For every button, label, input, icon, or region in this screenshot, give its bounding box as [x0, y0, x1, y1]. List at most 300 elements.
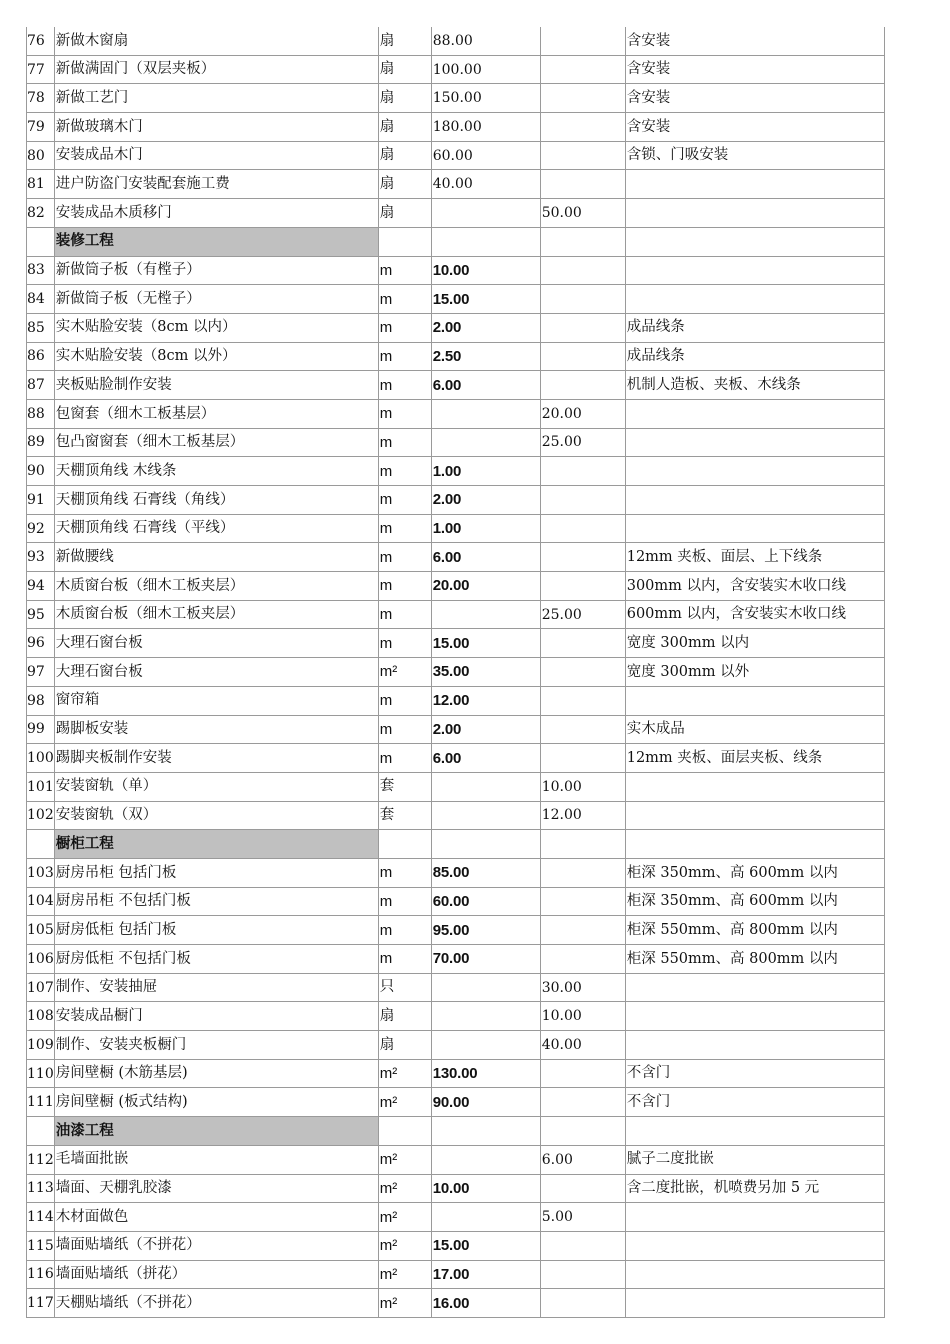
- item-number: 90: [27, 457, 55, 486]
- item-unit: m: [378, 256, 431, 285]
- item-number: 112: [27, 1145, 55, 1174]
- table-row: [27, 285, 885, 314]
- item-note: 柜深 550mm、高 800mm 以内: [625, 916, 884, 945]
- item-name: 实木贴脸安装（8cm 以外）: [54, 342, 378, 371]
- item-number: 83: [27, 256, 55, 285]
- item-unit: m: [378, 313, 431, 342]
- item-unit: 扇: [378, 141, 431, 170]
- item-number: 101: [27, 772, 55, 801]
- item-note: [625, 686, 884, 715]
- item-price-1: 15.00: [431, 285, 540, 314]
- item-price-1: 2.00: [431, 486, 540, 515]
- item-unit: m: [378, 486, 431, 515]
- item-name: 木材面做色: [54, 1203, 378, 1232]
- item-name: 新做腰线: [54, 543, 378, 572]
- item-note: 柜深 350mm、高 600mm 以内: [625, 858, 884, 887]
- cell-price2: [540, 1117, 625, 1146]
- item-name: 新做木窗扇: [54, 27, 378, 55]
- cell-unit: [378, 227, 431, 256]
- item-name: 进户防盗门安装配套施工费: [54, 170, 378, 199]
- item-note: [625, 428, 884, 457]
- item-unit: m²: [378, 658, 431, 687]
- item-number: 81: [27, 170, 55, 199]
- item-number: 94: [27, 572, 55, 601]
- item-number: 107: [27, 973, 55, 1002]
- table-row: [27, 514, 885, 543]
- item-price-2: [540, 27, 625, 55]
- item-number: 97: [27, 658, 55, 687]
- item-price-1: 85.00: [431, 858, 540, 887]
- item-price-1: 70.00: [431, 945, 540, 974]
- item-name: 新做筒子板（无樘子）: [54, 285, 378, 314]
- table-row: [27, 1059, 885, 1088]
- item-price-1: 10.00: [431, 1174, 540, 1203]
- item-name: 制作、安装夹板橱门: [54, 1031, 378, 1060]
- table-row: [27, 1289, 885, 1318]
- item-name: 新做满固门（双层夹板）: [54, 55, 378, 84]
- table-row: [27, 371, 885, 400]
- item-number: 80: [27, 141, 55, 170]
- section-row: [27, 1117, 885, 1146]
- item-number: 106: [27, 945, 55, 974]
- item-number: 102: [27, 801, 55, 830]
- item-unit: m: [378, 600, 431, 629]
- item-price-2: [540, 686, 625, 715]
- item-note: [625, 399, 884, 428]
- table-row: [27, 629, 885, 658]
- item-note: 含安装: [625, 113, 884, 142]
- item-unit: m: [378, 629, 431, 658]
- table-row: [27, 887, 885, 916]
- item-unit: m: [378, 916, 431, 945]
- item-price-2: [540, 256, 625, 285]
- item-price-1: 15.00: [431, 1231, 540, 1260]
- item-price-2: [540, 572, 625, 601]
- item-unit: 套: [378, 801, 431, 830]
- item-unit: m²: [378, 1059, 431, 1088]
- item-note: [625, 199, 884, 228]
- item-price-1: 35.00: [431, 658, 540, 687]
- item-name: 安装成品木门: [54, 141, 378, 170]
- item-name: 新做筒子板（有樘子）: [54, 256, 378, 285]
- item-price-2: [540, 113, 625, 142]
- item-price-1: 17.00: [431, 1260, 540, 1289]
- item-note: 柜深 350mm、高 600mm 以内: [625, 887, 884, 916]
- item-unit: m: [378, 514, 431, 543]
- item-number: 78: [27, 84, 55, 113]
- section-title: 油漆工程: [54, 1117, 378, 1146]
- table-row: [27, 858, 885, 887]
- item-price-1: [431, 399, 540, 428]
- item-price-2: 40.00: [540, 1031, 625, 1060]
- item-unit: m: [378, 715, 431, 744]
- item-note: 300mm 以内，含安装实木收口线: [625, 572, 884, 601]
- item-price-2: [540, 141, 625, 170]
- item-number: 91: [27, 486, 55, 515]
- item-price-2: 30.00: [540, 973, 625, 1002]
- table-row: [27, 772, 885, 801]
- item-price-2: [540, 945, 625, 974]
- item-name: 厨房吊柜 不包括门板: [54, 887, 378, 916]
- table-row: [27, 686, 885, 715]
- item-number: 113: [27, 1174, 55, 1203]
- item-price-2: [540, 457, 625, 486]
- item-number: 96: [27, 629, 55, 658]
- cell-note: [625, 1117, 884, 1146]
- table-row: [27, 572, 885, 601]
- item-note: [625, 1002, 884, 1031]
- section-title: 装修工程: [54, 227, 378, 256]
- item-unit: m: [378, 285, 431, 314]
- item-price-2: [540, 858, 625, 887]
- cell-price1: [431, 227, 540, 256]
- cell-no: [27, 830, 55, 859]
- item-unit: m²: [378, 1260, 431, 1289]
- item-number: 87: [27, 371, 55, 400]
- item-unit: m: [378, 686, 431, 715]
- item-note: 不含门: [625, 1088, 884, 1117]
- item-number: 89: [27, 428, 55, 457]
- item-price-2: [540, 514, 625, 543]
- item-unit: m²: [378, 1289, 431, 1318]
- cell-price2: [540, 227, 625, 256]
- cell-price1: [431, 830, 540, 859]
- table-row: [27, 457, 885, 486]
- item-number: 77: [27, 55, 55, 84]
- item-number: 114: [27, 1203, 55, 1232]
- item-price-1: 2.00: [431, 313, 540, 342]
- item-note: [625, 457, 884, 486]
- item-number: 115: [27, 1231, 55, 1260]
- item-unit: m²: [378, 1145, 431, 1174]
- item-number: 117: [27, 1289, 55, 1318]
- item-note: [625, 1231, 884, 1260]
- item-price-2: [540, 543, 625, 572]
- item-price-1: 15.00: [431, 629, 540, 658]
- item-name: 墙面贴墙纸（不拼花）: [54, 1231, 378, 1260]
- cell-no: [27, 227, 55, 256]
- item-number: 116: [27, 1260, 55, 1289]
- item-note: [625, 1289, 884, 1318]
- table-row: [27, 658, 885, 687]
- item-unit: m: [378, 887, 431, 916]
- item-name: 房间壁橱 (木筋基层): [54, 1059, 378, 1088]
- item-unit: m: [378, 858, 431, 887]
- item-number: 88: [27, 399, 55, 428]
- item-price-2: [540, 887, 625, 916]
- item-note: 宽度 300mm 以内: [625, 629, 884, 658]
- item-name: 木质窗台板（细木工板夹层）: [54, 572, 378, 601]
- price-table-body: [27, 27, 885, 1317]
- item-price-2: [540, 715, 625, 744]
- item-price-1: 16.00: [431, 1289, 540, 1318]
- item-number: 104: [27, 887, 55, 916]
- item-name: 大理石窗台板: [54, 629, 378, 658]
- item-price-2: 10.00: [540, 1002, 625, 1031]
- item-price-1: 180.00: [431, 113, 540, 142]
- table-row: [27, 945, 885, 974]
- item-price-2: 6.00: [540, 1145, 625, 1174]
- table-row: [27, 1002, 885, 1031]
- item-note: 含锁、门吸安装: [625, 141, 884, 170]
- item-number: 103: [27, 858, 55, 887]
- item-note: 含安装: [625, 55, 884, 84]
- item-price-1: 88.00: [431, 27, 540, 55]
- item-unit: 套: [378, 772, 431, 801]
- item-price-2: 12.00: [540, 801, 625, 830]
- item-unit: 扇: [378, 55, 431, 84]
- item-price-2: [540, 371, 625, 400]
- item-name: 实木贴脸安装（8cm 以内）: [54, 313, 378, 342]
- item-price-1: 10.00: [431, 256, 540, 285]
- item-price-2: [540, 1059, 625, 1088]
- item-note: [625, 170, 884, 199]
- item-unit: 扇: [378, 113, 431, 142]
- item-note: [625, 1203, 884, 1232]
- item-unit: m: [378, 342, 431, 371]
- item-note: 600mm 以内，含安装实木收口线: [625, 600, 884, 629]
- item-price-2: 25.00: [540, 428, 625, 457]
- table-row: [27, 1260, 885, 1289]
- item-name: 墙面贴墙纸（拼花）: [54, 1260, 378, 1289]
- item-price-1: 2.00: [431, 715, 540, 744]
- table-row: [27, 715, 885, 744]
- table-row: [27, 399, 885, 428]
- item-name: 天棚贴墙纸（不拼花）: [54, 1289, 378, 1318]
- item-note: 含二度批嵌，机喷费另加 5 元: [625, 1174, 884, 1203]
- cell-price1: [431, 1117, 540, 1146]
- item-unit: 扇: [378, 199, 431, 228]
- item-name: 毛墙面批嵌: [54, 1145, 378, 1174]
- item-name: 天棚顶角线 石膏线（角线）: [54, 486, 378, 515]
- item-unit: m: [378, 399, 431, 428]
- price-table: [26, 27, 885, 1318]
- item-note: [625, 973, 884, 1002]
- item-price-2: [540, 1260, 625, 1289]
- item-price-1: [431, 199, 540, 228]
- section-row: [27, 830, 885, 859]
- item-unit: 扇: [378, 170, 431, 199]
- item-price-2: [540, 629, 625, 658]
- item-price-2: [540, 1289, 625, 1318]
- item-price-1: 130.00: [431, 1059, 540, 1088]
- item-price-1: [431, 1203, 540, 1232]
- item-name: 踢脚夹板制作安装: [54, 744, 378, 773]
- item-price-2: [540, 744, 625, 773]
- table-row: [27, 428, 885, 457]
- table-row: [27, 543, 885, 572]
- item-name: 包窗套（细木工板基层）: [54, 399, 378, 428]
- item-price-1: [431, 1002, 540, 1031]
- item-price-1: [431, 600, 540, 629]
- item-price-1: 20.00: [431, 572, 540, 601]
- item-note: 腻子二度批嵌: [625, 1145, 884, 1174]
- cell-note: [625, 227, 884, 256]
- item-price-2: [540, 1088, 625, 1117]
- section-row: [27, 227, 885, 256]
- item-price-1: 40.00: [431, 170, 540, 199]
- item-price-1: 1.00: [431, 514, 540, 543]
- item-name: 新做玻璃木门: [54, 113, 378, 142]
- item-unit: m²: [378, 1174, 431, 1203]
- item-note: [625, 514, 884, 543]
- item-number: 95: [27, 600, 55, 629]
- item-name: 安装成品橱门: [54, 1002, 378, 1031]
- item-price-2: 5.00: [540, 1203, 625, 1232]
- item-name: 夹板贴脸制作安装: [54, 371, 378, 400]
- item-name: 天棚顶角线 石膏线（平线）: [54, 514, 378, 543]
- item-number: 111: [27, 1088, 55, 1117]
- item-unit: m: [378, 457, 431, 486]
- item-price-1: 1.00: [431, 457, 540, 486]
- item-price-1: [431, 428, 540, 457]
- item-number: 105: [27, 916, 55, 945]
- item-number: 84: [27, 285, 55, 314]
- table-row: [27, 744, 885, 773]
- table-row: [27, 1088, 885, 1117]
- item-price-1: 90.00: [431, 1088, 540, 1117]
- item-name: 厨房吊柜 包括门板: [54, 858, 378, 887]
- cell-price2: [540, 830, 625, 859]
- item-name: 厨房低柜 包括门板: [54, 916, 378, 945]
- item-unit: 扇: [378, 1002, 431, 1031]
- table-row: [27, 1174, 885, 1203]
- item-note: 12mm 夹板、面层夹板、线条: [625, 744, 884, 773]
- item-price-1: 12.00: [431, 686, 540, 715]
- item-price-1: 2.50: [431, 342, 540, 371]
- item-unit: 扇: [378, 84, 431, 113]
- item-unit: m: [378, 371, 431, 400]
- item-number: 92: [27, 514, 55, 543]
- item-number: 79: [27, 113, 55, 142]
- table-row: [27, 141, 885, 170]
- item-price-2: [540, 916, 625, 945]
- item-price-1: 100.00: [431, 55, 540, 84]
- item-price-1: [431, 772, 540, 801]
- table-row: [27, 256, 885, 285]
- item-note: [625, 772, 884, 801]
- item-note: 实木成品: [625, 715, 884, 744]
- item-price-1: [431, 973, 540, 1002]
- item-price-1: [431, 1031, 540, 1060]
- item-unit: m: [378, 744, 431, 773]
- item-number: 93: [27, 543, 55, 572]
- table-row: [27, 170, 885, 199]
- item-price-2: [540, 1231, 625, 1260]
- table-row: [27, 55, 885, 84]
- item-price-2: [540, 84, 625, 113]
- item-name: 木质窗台板（细木工板夹层）: [54, 600, 378, 629]
- item-number: 99: [27, 715, 55, 744]
- table-row: [27, 1203, 885, 1232]
- item-name: 安装窗轨（双）: [54, 801, 378, 830]
- item-price-2: [540, 285, 625, 314]
- item-unit: m: [378, 543, 431, 572]
- item-name: 踢脚板安装: [54, 715, 378, 744]
- item-number: 85: [27, 313, 55, 342]
- item-note: [625, 256, 884, 285]
- item-note: [625, 486, 884, 515]
- item-price-2: 50.00: [540, 199, 625, 228]
- table-row: [27, 486, 885, 515]
- table-row: [27, 600, 885, 629]
- item-number: 76: [27, 27, 55, 55]
- item-price-1: [431, 801, 540, 830]
- item-price-2: [540, 342, 625, 371]
- table-row: [27, 1145, 885, 1174]
- item-price-2: 10.00: [540, 772, 625, 801]
- item-name: 安装窗轨（单）: [54, 772, 378, 801]
- item-unit: m: [378, 945, 431, 974]
- item-price-2: [540, 1174, 625, 1203]
- item-number: 98: [27, 686, 55, 715]
- item-name: 安装成品木质移门: [54, 199, 378, 228]
- table-row: [27, 84, 885, 113]
- item-unit: m²: [378, 1088, 431, 1117]
- item-unit: m: [378, 428, 431, 457]
- table-row: [27, 27, 885, 55]
- item-unit: m: [378, 572, 431, 601]
- item-name: 厨房低柜 不包括门板: [54, 945, 378, 974]
- cell-unit: [378, 1117, 431, 1146]
- item-price-2: [540, 658, 625, 687]
- item-price-2: [540, 313, 625, 342]
- table-row: [27, 113, 885, 142]
- item-name: 墙面、天棚乳胶漆: [54, 1174, 378, 1203]
- item-price-1: 60.00: [431, 887, 540, 916]
- item-price-2: [540, 55, 625, 84]
- item-price-2: [540, 170, 625, 199]
- item-name: 窗帘箱: [54, 686, 378, 715]
- table-row: [27, 801, 885, 830]
- item-number: 82: [27, 199, 55, 228]
- item-unit: m²: [378, 1231, 431, 1260]
- item-unit: 扇: [378, 27, 431, 55]
- item-price-1: 6.00: [431, 543, 540, 572]
- item-number: 86: [27, 342, 55, 371]
- table-row: [27, 973, 885, 1002]
- item-name: 大理石窗台板: [54, 658, 378, 687]
- item-name: 制作、安装抽屉: [54, 973, 378, 1002]
- item-price-2: 20.00: [540, 399, 625, 428]
- item-note: 机制人造板、夹板、木线条: [625, 371, 884, 400]
- item-name: 包凸窗窗套（细木工板基层）: [54, 428, 378, 457]
- table-row: [27, 313, 885, 342]
- item-name: 房间壁橱 (板式结构): [54, 1088, 378, 1117]
- item-unit: 扇: [378, 1031, 431, 1060]
- cell-no: [27, 1117, 55, 1146]
- table-row: [27, 342, 885, 371]
- item-note: 含安装: [625, 84, 884, 113]
- table-row: [27, 1231, 885, 1260]
- item-note: [625, 1260, 884, 1289]
- item-price-1: [431, 1145, 540, 1174]
- item-note: [625, 801, 884, 830]
- item-note: 不含门: [625, 1059, 884, 1088]
- table-row: [27, 1031, 885, 1060]
- item-price-1: 6.00: [431, 371, 540, 400]
- table-row: [27, 916, 885, 945]
- item-note: 成品线条: [625, 313, 884, 342]
- item-number: 109: [27, 1031, 55, 1060]
- item-price-2: [540, 486, 625, 515]
- item-note: 含安装: [625, 27, 884, 55]
- item-note: 12mm 夹板、面层、上下线条: [625, 543, 884, 572]
- item-price-1: 60.00: [431, 141, 540, 170]
- item-number: 100: [27, 744, 55, 773]
- item-name: 天棚顶角线 木线条: [54, 457, 378, 486]
- cell-unit: [378, 830, 431, 859]
